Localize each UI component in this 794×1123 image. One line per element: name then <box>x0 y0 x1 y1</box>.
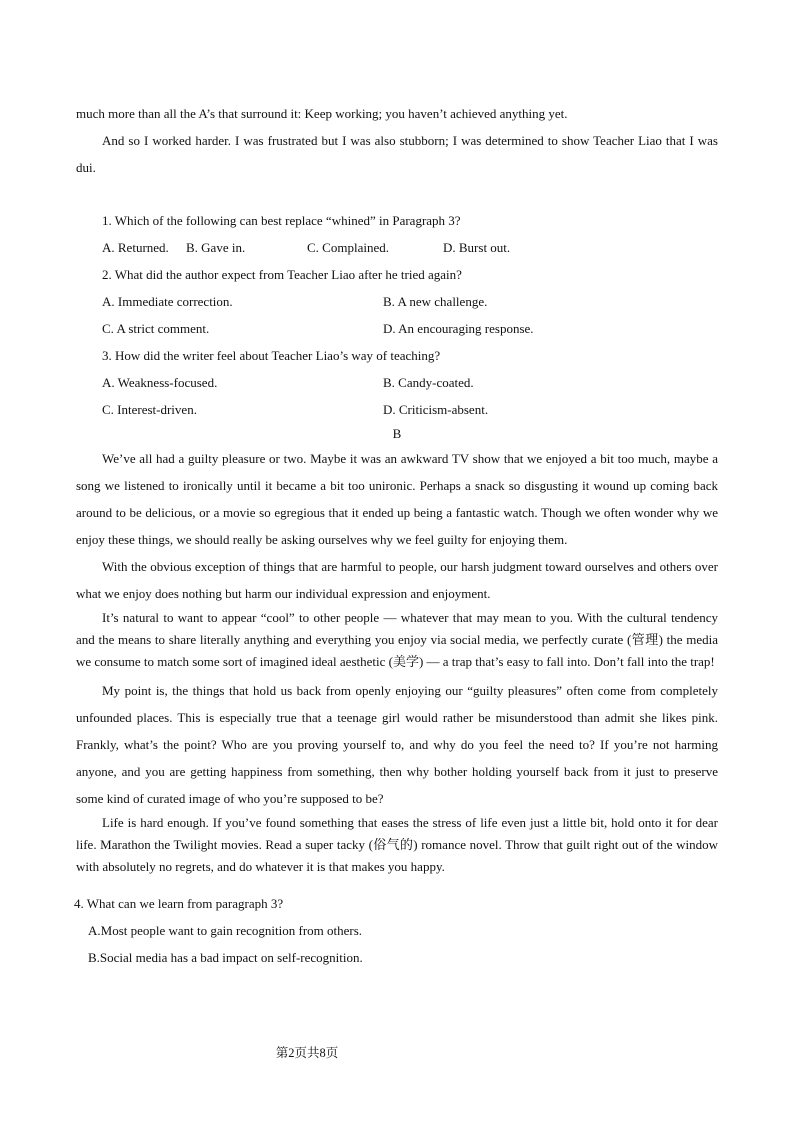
q1-option-b[interactable]: B. Gave in. <box>186 240 246 255</box>
q1-option-c[interactable]: C. Complained. <box>307 240 389 255</box>
passage-b-paragraph-1: We’ve all had a guilty pleasure or two. Maybe it was an awkward TV show that we enjoyed a bit too much, maybe a song we listened to ironically until it became a bit too unironic. Perhaps a snack so disgusting it wound up coming back around to be delicious, or a movie so egregious that it ended up being a fantastic watch. Though we often wonder why we enjoy these things, we should really be asking ourselves why we feel guilty for enjoying them. <box>76 451 718 547</box>
q2-option-b[interactable]: B. A new challenge. <box>383 294 488 309</box>
page-number: 第2页共8页 <box>275 1046 339 1060</box>
q3-option-b[interactable]: B. Candy-coated. <box>383 375 474 390</box>
q2-option-a[interactable]: A. Immediate correction. <box>102 294 233 309</box>
passage-b-paragraph-4: My point is, the things that hold us back from openly enjoying our “guilty pleasures” often come from completely unfounded places. This is especially true that a teenage girl would rather be misunderstood than admit she likes pink. Frankly, what’s the point? Who are you proving yourself to, and why do you feel the need to? If you’re not harming anyone, and you are getting happiness from something, then why bother holding yourself back from it just to preserve some kind of curated image of who you’re supposed to be? <box>76 683 718 806</box>
question-3-options-row-2 <box>76 396 718 423</box>
spacer <box>76 878 718 890</box>
q2-option-c[interactable]: C. A strict comment. <box>102 321 210 336</box>
passage-b-paragraph-2: With the obvious exception of things that are harmful to people, our harsh judgment toward ourselves and others over what we enjoy does nothing but harm our individual expression and enjoyment. <box>76 559 718 601</box>
page-footer <box>0 1043 794 1061</box>
q1-option-d[interactable]: D. Burst out. <box>443 240 511 255</box>
question-2-options-row-2 <box>76 315 718 342</box>
q3-option-c[interactable]: C. Interest-driven. <box>102 402 197 417</box>
question-1-options <box>76 234 718 261</box>
question-4-stem: 4. What can we learn from paragraph 3? <box>74 896 284 911</box>
spacer <box>76 181 718 207</box>
q2-option-d[interactable]: D. An encouraging response. <box>383 321 534 336</box>
passage-a-last-paragraph: And so I worked harder. I was frustrated but I was also stubborn; I was determined to show Teacher Liao that I was dui. <box>76 133 718 175</box>
page-content <box>76 100 718 971</box>
q4-option-a[interactable]: A.Most people want to gain recognition from others. <box>88 923 363 938</box>
passage-b-paragraph-3: It’s natural to want to appear “cool” to other people — whatever that may mean to you. With the cultural tendency and the means to share literally anything and everything you enjoy via social media, we perfectly curate (管理) the media we consume to match some sort of imagined ideal aesthetic (美学) — a trap that’s easy to fall into. Don’t fall into the trap! <box>76 610 718 669</box>
passage-a-continuation: much more than all the A’s that surround it: Keep working; you haven’t achieved anything yet. <box>76 106 568 121</box>
question-3-stem: 3. How did the writer feel about Teacher Liao’s way of teaching? <box>102 348 441 363</box>
question-1-stem: 1. Which of the following can best replace “whined” in Paragraph 3? <box>102 213 461 228</box>
q3-option-d[interactable]: D. Criticism-absent. <box>383 402 489 417</box>
passage-b-paragraph-5: Life is hard enough. If you’ve found something that eases the stress of life even just a little bit, hold onto it for dear life. Marathon the Twilight movies. Read a super tacky (俗气的) romance novel. Throw that guilt right out of the window with absolutely no regrets, and do whatever it is that makes you happy. <box>76 815 718 874</box>
question-2-options-row-1 <box>76 288 718 315</box>
q4-option-b[interactable]: B.Social media has a bad impact on self-recognition. <box>88 950 363 965</box>
question-3-options-row-1 <box>76 369 718 396</box>
q1-option-a[interactable]: A. Returned. <box>102 240 169 255</box>
section-b-heading: B <box>392 426 402 441</box>
q3-option-a[interactable]: A. Weakness-focused. <box>102 375 218 390</box>
question-2-stem: 2. What did the author expect from Teacher Liao after he tried again? <box>102 267 462 282</box>
